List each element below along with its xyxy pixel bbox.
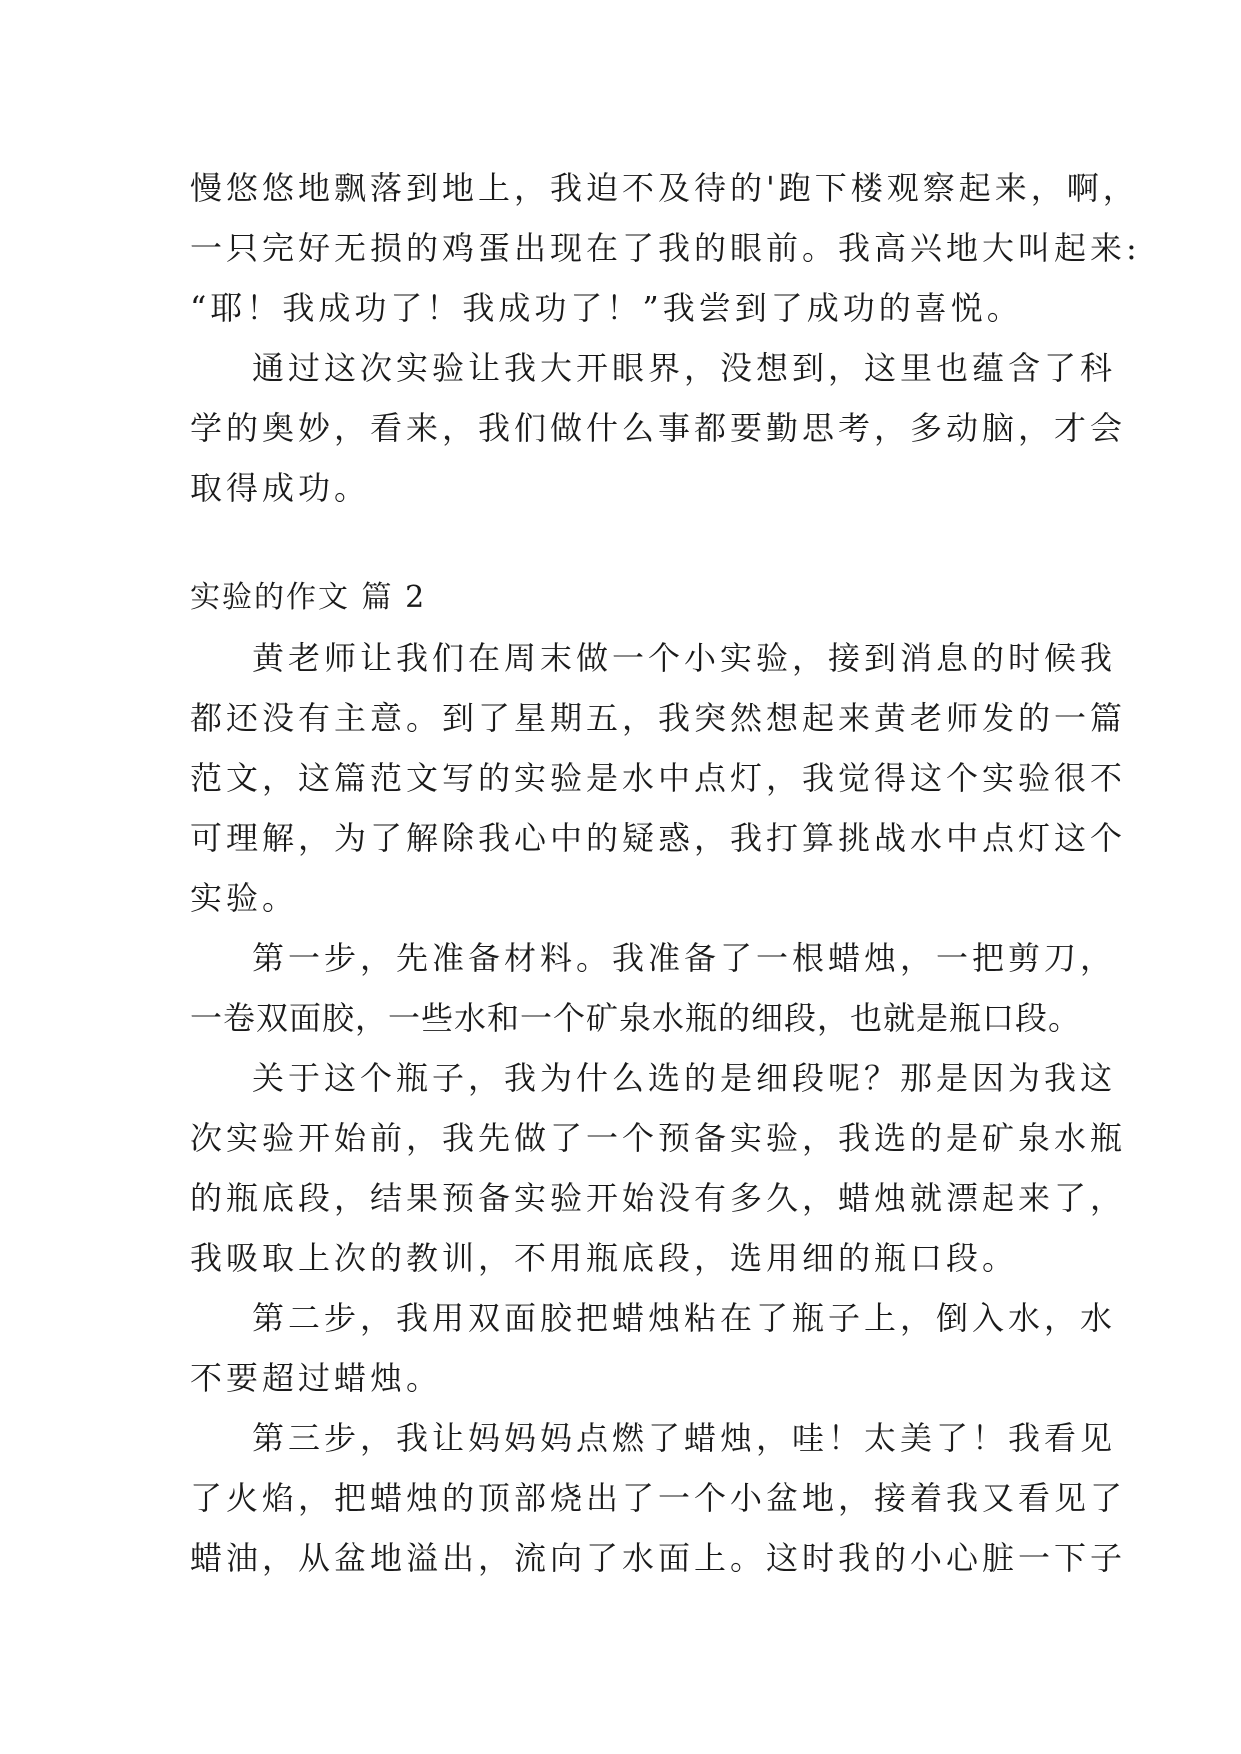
text-line: 都还没有主意。到了星期五，我突然想起来黄老师发的一篇 [190,699,1127,737]
text-line: 次实验开始前，我先做了一个预备实验，我选的是矿泉水瓶 [190,1119,1127,1157]
text-line: 第二步，我用双面胶把蜡烛粘在了瓶子上，倒入水，水 [252,1299,1117,1337]
text-line: 慢悠悠地飘落到地上，我迫不及待的'跑下楼观察起来，啊， [190,169,1139,207]
text-line: 关于这个瓶子，我为什么选的是细段呢？那是因为我这 [252,1059,1117,1097]
text-line: 学的奥妙，看来，我们做什么事都要勤思考，多动脑，才会 [190,409,1127,447]
text-line: 蜡油，从盆地溢出，流向了水面上。这时我的小心脏一下子 [190,1539,1127,1577]
text-line: 一卷双面胶，一些水和一个矿泉水瓶的细段，也就是瓶口段。 [190,999,1082,1037]
text-line: 不要超过蜡烛。 [190,1359,443,1397]
text-line: 了火焰，把蜡烛的顶部烧出了一个小盆地，接着我又看见了 [190,1479,1127,1517]
text-line: “耶！我成功了！我成功了！”我尝到了成功的喜悦。 [190,289,1023,327]
text-line: 实验。 [190,879,299,917]
text-line: 范文，这篇范文写的实验是水中点灯，我觉得这个实验很不 [190,759,1127,797]
text-line: 的瓶底段，结果预备实验开始没有多久，蜡烛就漂起来了， [190,1179,1127,1217]
section-heading: 实验的作文 篇 2 [190,580,427,615]
text-line: 黄老师让我们在周末做一个小实验，接到消息的时候我 [252,639,1117,677]
text-line: 可理解，为了解除我心中的疑惑，我打算挑战水中点灯这个 [190,819,1127,857]
text-line: 我吸取上次的教训，不用瓶底段，选用细的瓶口段。 [190,1239,1019,1277]
text-line: 第一步，先准备材料。我准备了一根蜡烛，一把剪刀， [252,939,1117,977]
text-line: 一只完好无损的鸡蛋出现在了我的眼前。我高兴地大叫起来: [190,229,1141,267]
text-line: 通过这次实验让我大开眼界，没想到，这里也蕴含了科 [252,349,1117,387]
text-line: 取得成功。 [190,469,371,507]
text-line: 第三步，我让妈妈妈点燃了蜡烛，哇！太美了！我看见 [252,1419,1117,1457]
